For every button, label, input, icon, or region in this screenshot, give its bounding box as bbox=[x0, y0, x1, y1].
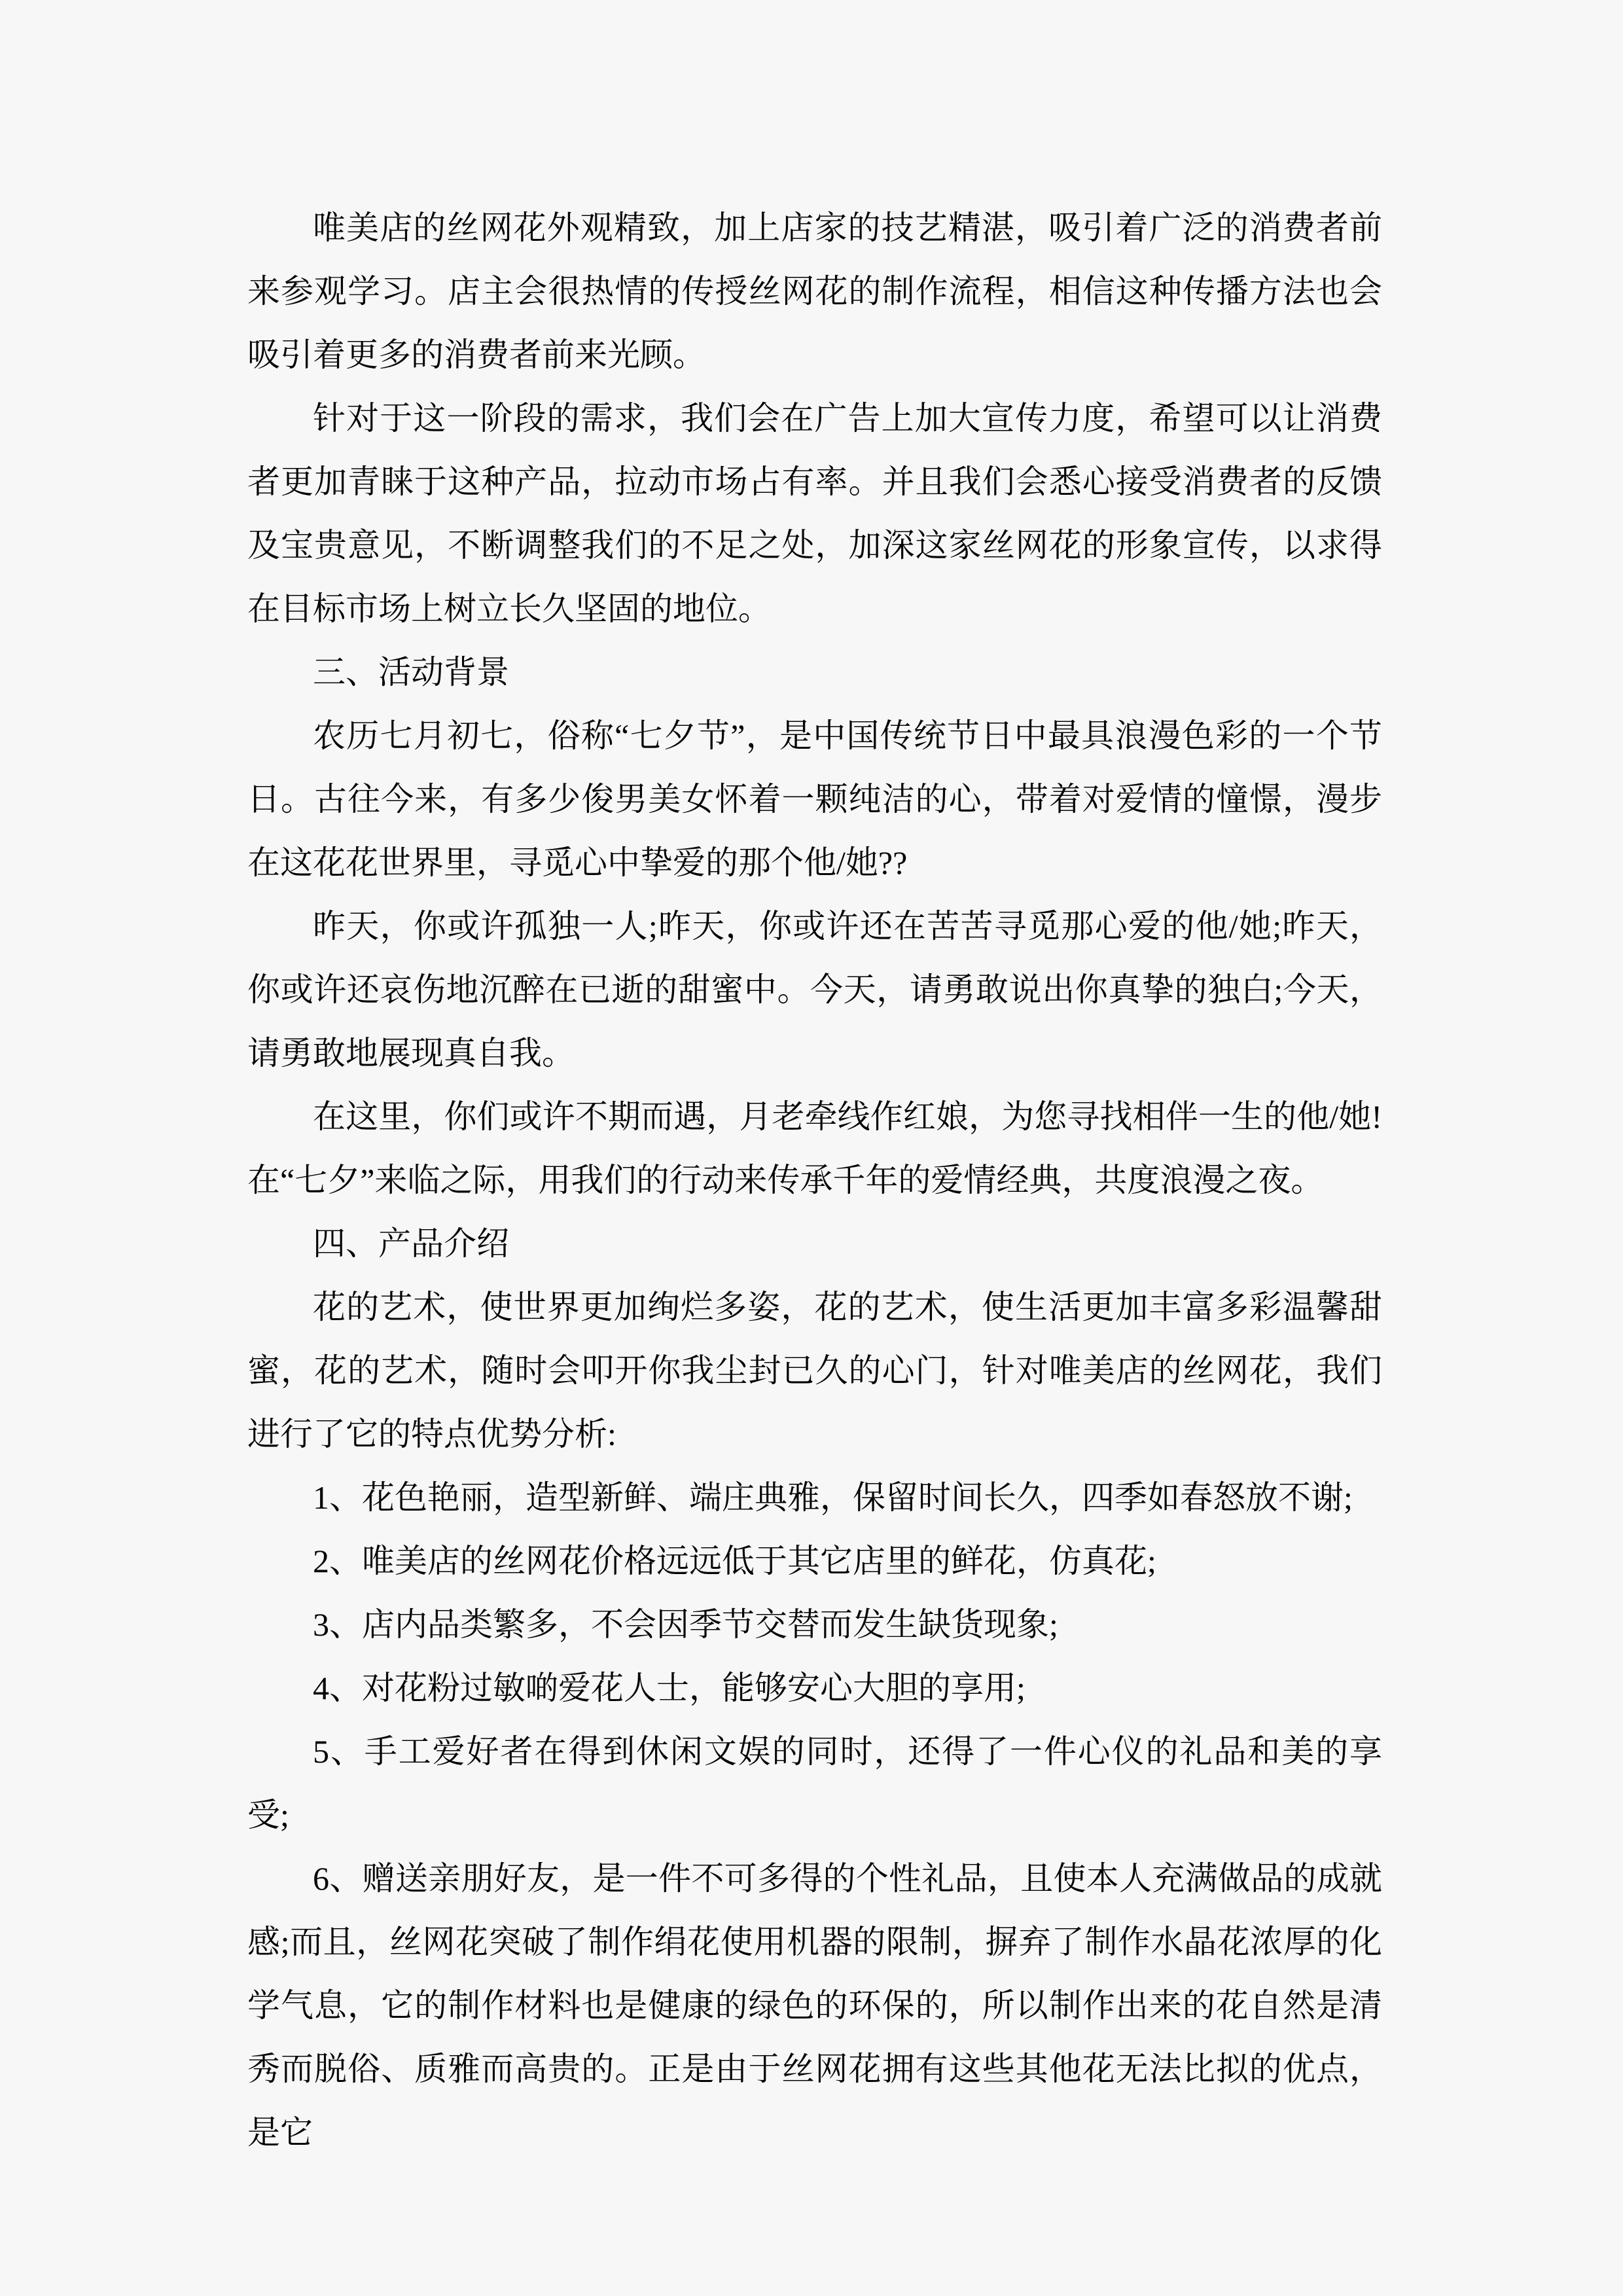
paragraph: 昨天，你或许孤独一人;昨天，你或许还在苦苦寻觅那心爱的他/她;昨天，你或许还哀伤地沉醉在已逝的甜蜜中。今天，请勇敢说出你真挚的独白;今天，请勇敢地展现真自我。 bbox=[247, 908, 1382, 1071]
list-item: 2、唯美店的丝网花价格远远低于其它店里的鲜花，仿真花; bbox=[313, 1543, 1156, 1579]
list-item: 1、花色艳丽，造型新鲜、端庄典雅，保留时间长久，四季如春怒放不谢; bbox=[313, 1479, 1353, 1516]
section-heading-activity-background: 三、活动背景 bbox=[313, 654, 509, 691]
list-item: 5、手工爱好者在得到休闲文娱的同时，还得了一件心仪的礼品和美的享受; bbox=[247, 1733, 1382, 1833]
section-heading-product-intro: 四、产品介绍 bbox=[313, 1225, 509, 1262]
list-item: 3、店内品类繁多，不会因季节交替而发生缺货现象; bbox=[313, 1606, 1058, 1643]
paragraph: 农历七月初七，俗称“七夕节”，是中国传统节日中最具浪漫色彩的一个节日。古往今来，有多少俊男美女怀着一颗纯洁的心，带着对爱情的憧憬，漫步在这花花世界里，寻觅心中挚爱的那个他/她?? bbox=[247, 717, 1382, 881]
list-item: 6、赠送亲朋好友，是一件不可多得的个性礼品，且使本人充满做品的成就感;而且，丝网花突破了制作绢花使用机器的限制，摒弃了制作水晶花浓厚的化学气息，它的制作材料也是健康的绿色的环保的，所以制作出来的花自然是清秀而脱俗、质雅而高贵的。正是由于丝网花拥有这些其他花无法比拟的优点，是它 bbox=[247, 1860, 1382, 2151]
paragraph: 在这里，你们或许不期而遇，月老牵线作红娘，为您寻找相伴一生的他/她!在“七夕”来临之际，用我们的行动来传承千年的爱情经典，共度浪漫之夜。 bbox=[247, 1098, 1382, 1198]
paragraph: 针对于这一阶段的需求，我们会在广告上加大宣传力度，希望可以让消费者更加青睐于这种产品，拉动市场占有率。并且我们会悉心接受消费者的反馈及宝贵意见，不断调整我们的不足之处，加深这家丝网花的形象宣传，以求得在目标市场上树立长久坚固的地位。 bbox=[247, 400, 1382, 627]
list-item: 4、对花粉过敏啲爱花人士，能够安心大胆的享用; bbox=[313, 1670, 1026, 1706]
paragraph: 唯美店的丝网花外观精致，加上店家的技艺精湛，吸引着广泛的消费者前来参观学习。店主会很热情的传授丝网花的制作流程，相信这种传播方法也会吸引着更多的消费者前来光顾。 bbox=[247, 209, 1382, 373]
page-text-block bbox=[247, 196, 1382, 2164]
paragraph: 花的艺术，使世界更加绚烂多姿，花的艺术，使生活更加丰富多彩温馨甜蜜，花的艺术，随时会叩开你我尘封已久的心门，针对唯美店的丝网花，我们进行了它的特点优势分析: bbox=[247, 1289, 1382, 1452]
